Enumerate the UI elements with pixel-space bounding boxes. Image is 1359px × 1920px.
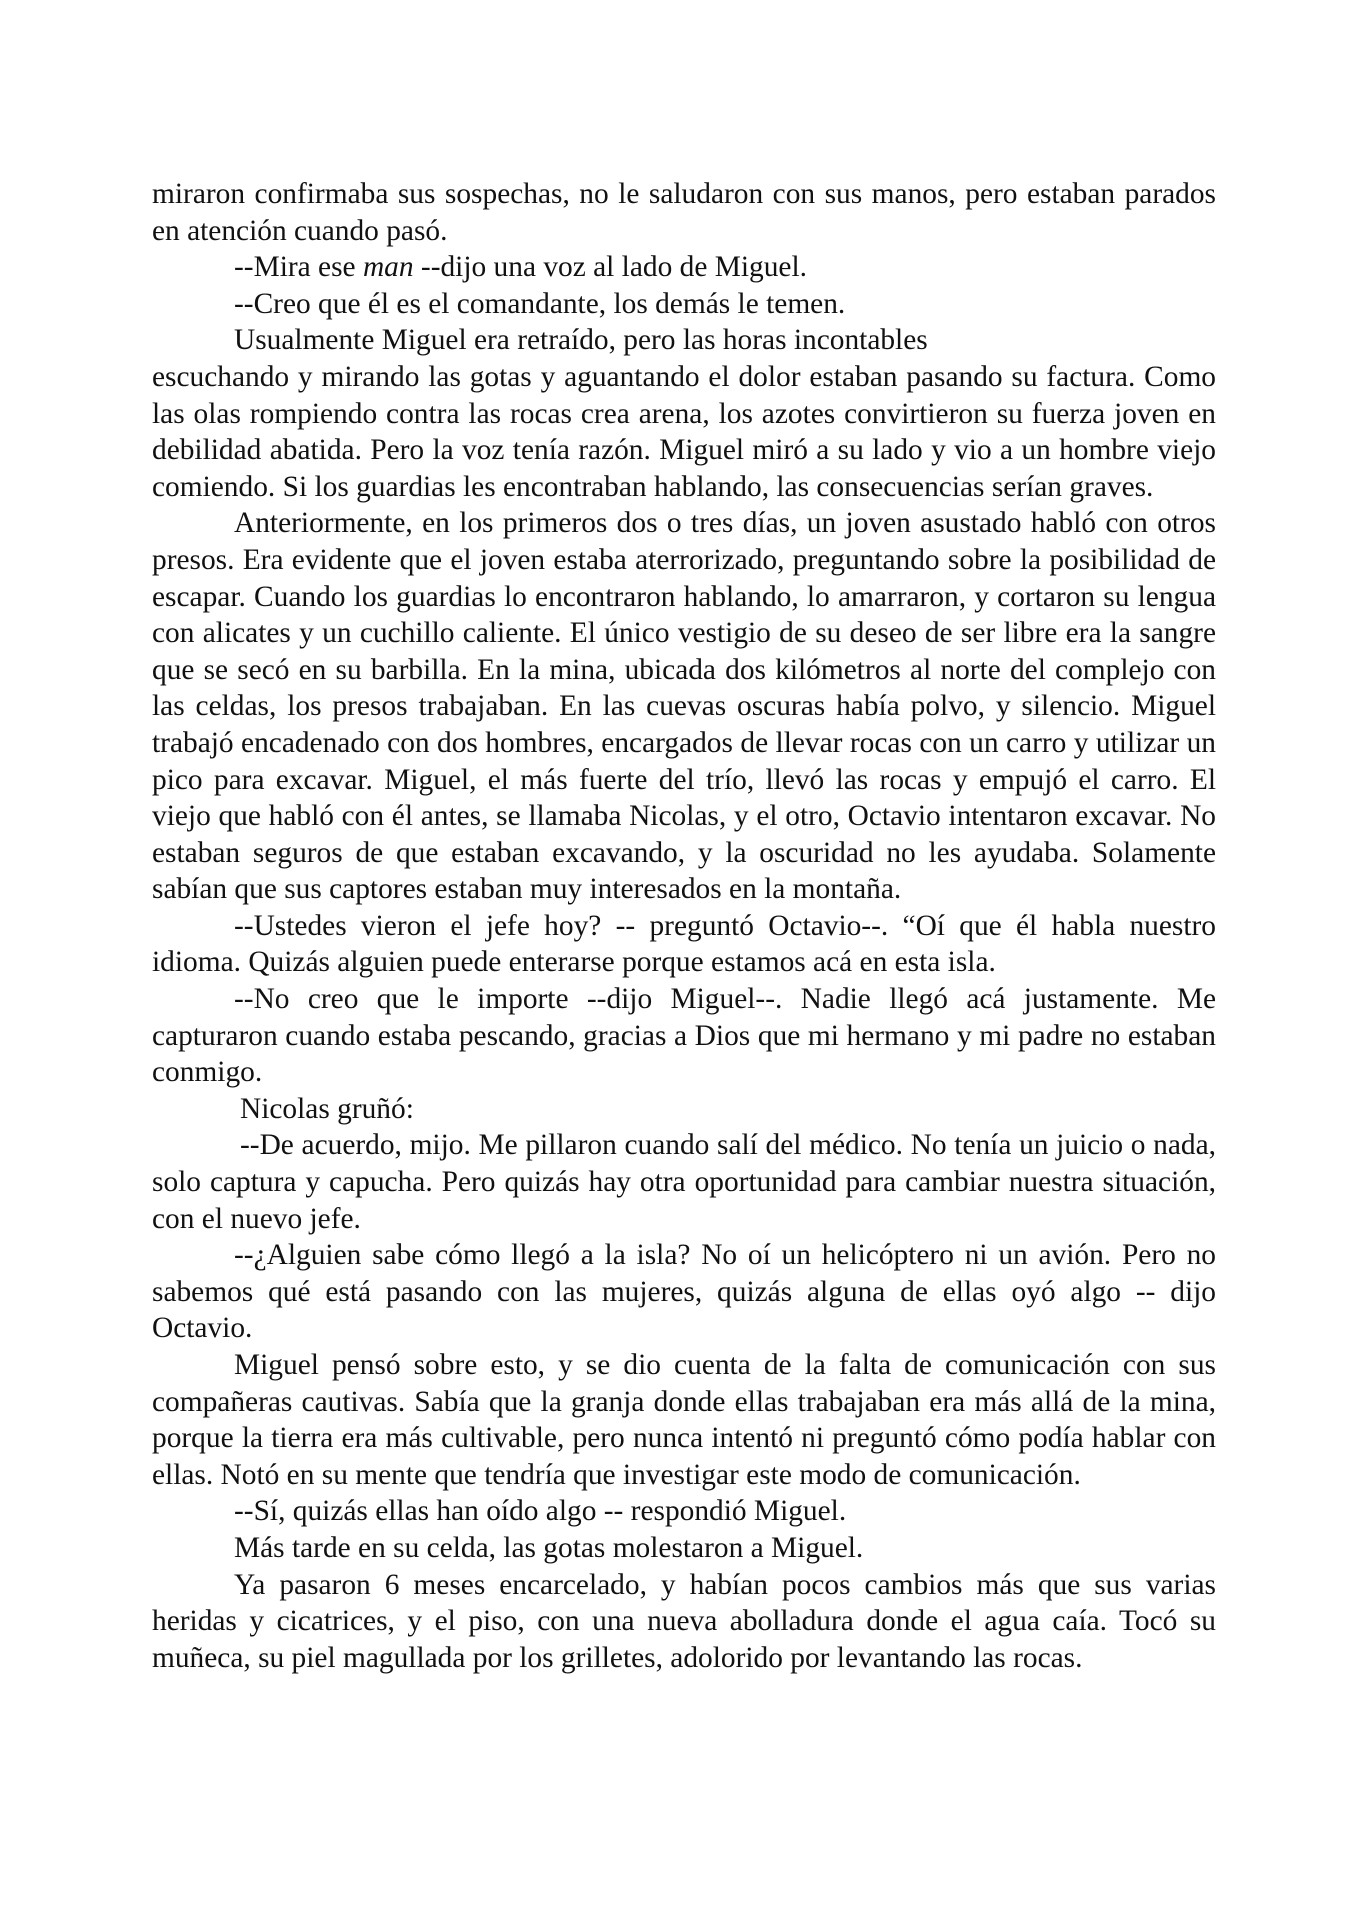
paragraph-9: --De acuerdo, mijo. Me pillaron cuando salí del médico. No tenía un juicio o nada, solo captura y capucha. Pero quizás hay otra oportunidad para cambiar nuestra situación, con el nuevo jefe. xyxy=(152,1129,1216,1235)
paragraph-1: miraron confirmaba sus sospechas, no le saludaron con sus manos, pero estaban parados en atención cuando pasó. xyxy=(152,178,1216,247)
paragraph-7: --No creo que le importe --dijo Miguel--. Nadie llegó acá justamente. Me capturaron cuando estaba pescando, gracias a Dios que mi hermano y mi padre no estaban conmigo. xyxy=(152,983,1216,1089)
dialogue-text: --Mira ese xyxy=(234,251,363,284)
paragraph-10: --¿Alguien sabe cómo llegó a la isla? No oí un helicóptero ni un avión. Pero no sabemos qué está pasando con las mujeres, quizás alguna de ellas oyó algo -- dijo Octavio. xyxy=(152,1239,1216,1345)
paragraph-14: Ya pasaron 6 meses encarcelado, y habían pocos cambios más que sus varias heridas y cicatrices, y el piso, con una nueva abolladura donde el agua caía. Tocó su muñeca, su piel magullada por los grilletes, adolorido por levantando las rocas. xyxy=(152,1568,1216,1674)
paragraph-5: Anteriormente, en los primeros dos o tres días, un joven asustado habló con otros presos. Era evidente que el joven estaba aterrorizado, preguntando sobre la posibilidad de escapar. Cuando los guardias lo encontraron hablando, lo amarraron, y cortaron su lengua con alicates y un cuchillo caliente. El único vestigio de su deseo de ser libre era la sangre que se secó en su barbilla. En la mina, ubicada dos kilómetros al norte del complejo con las celdas, los presos trabajaban. En las cuevas oscuras había polvo, y silencio. Miguel trabajó encadenado con dos hombres, encargados de llevar rocas con un carro y utilizar un pico para excavar. Miguel, el más fuerte del trío, llevó las rocas y empujó el carro. El viejo que habló con él antes, se llamaba Nicolas, y el otro, Octavio intentaron excavar. No estaban seguros de que estaban excavando, y la oscuridad no les ayudaba. Solamente sabían que sus captores estaban muy interesados en la montaña. xyxy=(152,507,1216,906)
paragraph-4-rest: escuchando y mirando las gotas y aguantando el dolor estaban pasando su factura. Como las olas rompiendo contra las rocas crea arena, los azotes convirtieron su fuerza joven en debilidad abatida. Pero la voz tenía razón. Miguel miró a su lado y vio a un hombre viejo comiendo. Si los guardias les encontraban hablando, las consecuencias serían graves. xyxy=(152,360,1216,503)
paragraph-8: Nicolas gruñó: xyxy=(240,1092,414,1125)
paragraph-6: --Ustedes vieron el jefe hoy? -- preguntó Octavio--. “Oí que él habla nuestro idioma. Quizás alguien puede enterarse porque estamos acá en esta isla. xyxy=(152,909,1216,979)
document-page xyxy=(152,176,1216,1676)
paragraph-4 xyxy=(152,322,1216,505)
paragraph-13: Más tarde en su celda, las gotas molestaron a Miguel. xyxy=(234,1531,864,1564)
paragraph-12: --Sí, quizás ellas han oído algo -- respondió Miguel. xyxy=(234,1495,847,1528)
paragraph-4-first-line: Usualmente Miguel era retraído, pero las horas incontables xyxy=(234,324,928,357)
paragraph-2 xyxy=(152,249,1216,286)
paragraph-11: Miguel pensó sobre esto, y se dio cuenta de la falta de comunicación con sus compañeras cautivas. Sabía que la granja donde ellas trabajaban era más allá de la mina, porque la tierra era más cultivable, pero nunca intentó ni preguntó cómo podía hablar con ellas. Notó en su mente que tendría que investigar este modo de comunicación. xyxy=(152,1349,1216,1491)
emphasis-word: man xyxy=(362,251,414,284)
paragraph-3: --Creo que él es el comandante, los demás le temen. xyxy=(234,287,846,320)
dialogue-text: --dijo una voz al lado de Miguel. xyxy=(413,251,807,284)
